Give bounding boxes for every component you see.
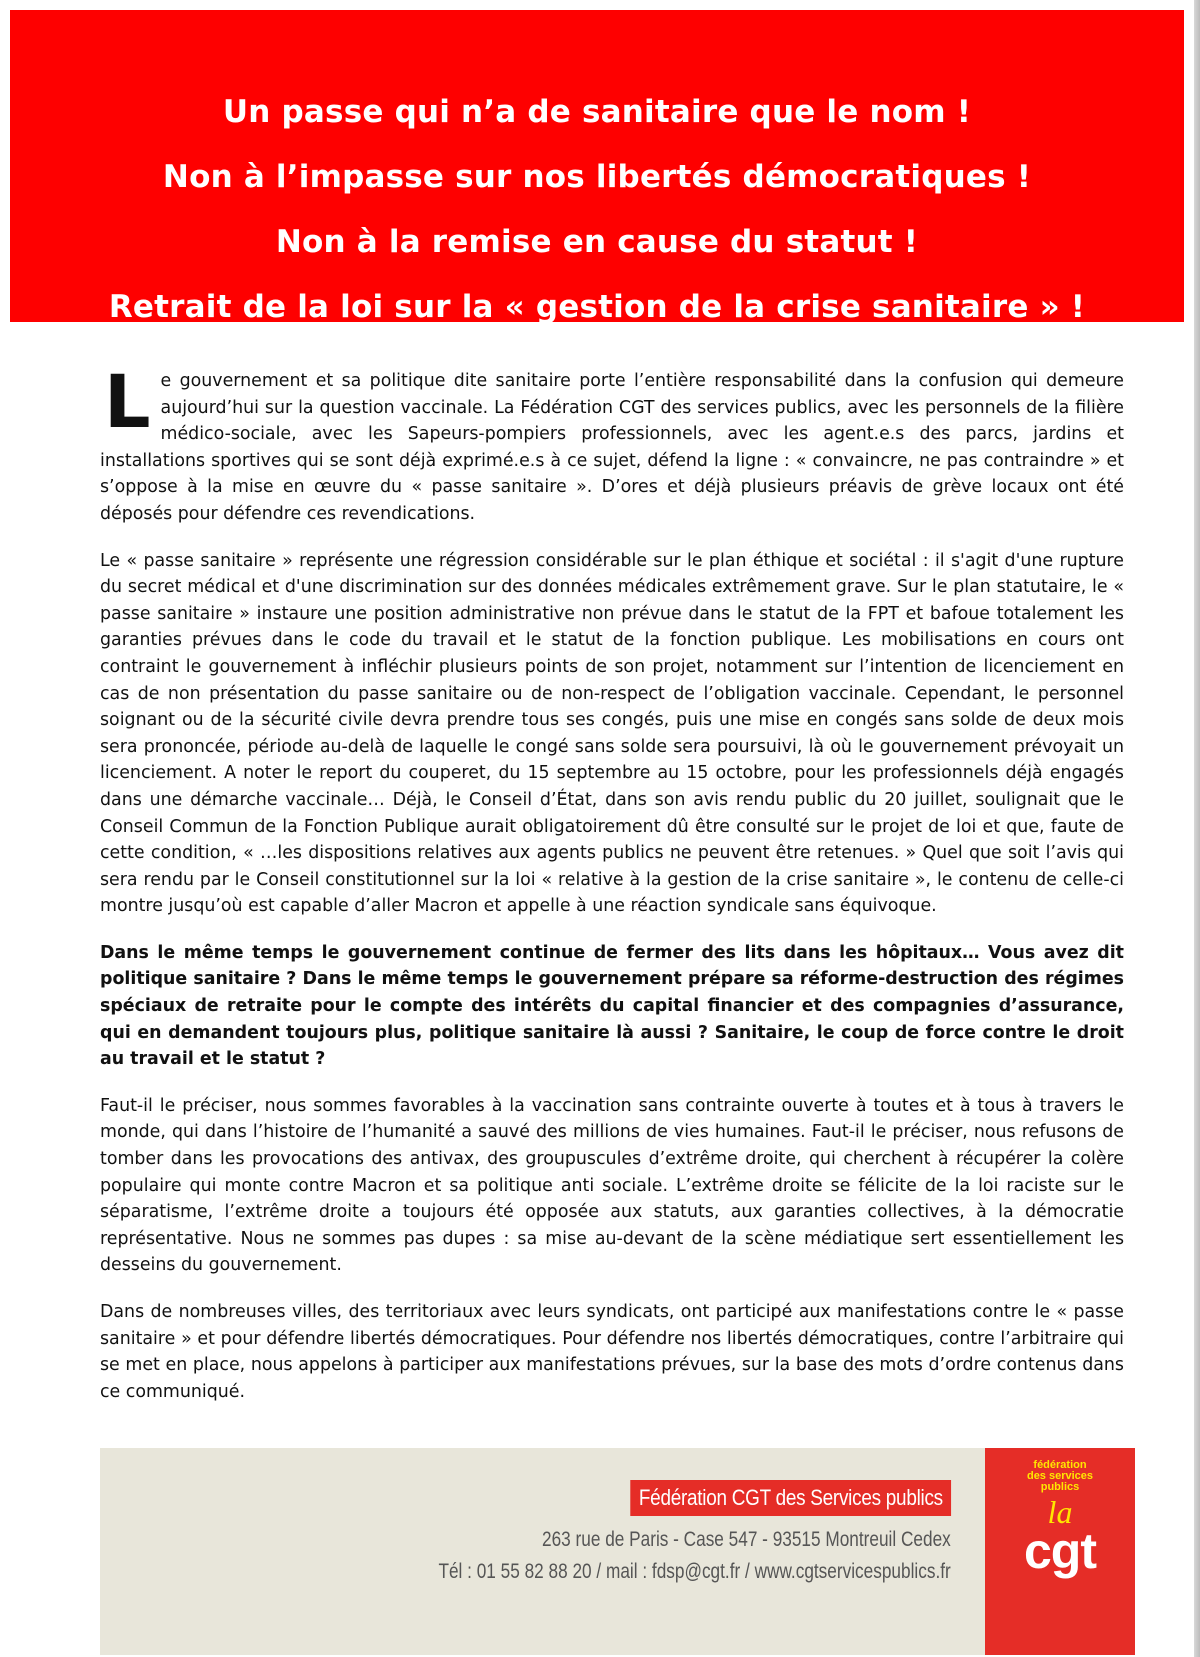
headline-banner	[10, 10, 1184, 325]
paragraph-2: Le « passe sanitaire » représente une régression considérable sur le plan éthique et sociétal : il s'agit d'une rupture du secret médical et d'une discrimination sur des données médicales extrêmement grave. Sur le plan statutaire, le « passe sanitaire » instaure une position administrative non prévue dans le statut de la FPT et bafoue totalement les garanties prévues dans le code du travail et le statut de la fonction publique. Les mobilisations en cours ont contraint le gouvernement à infléchir plusieurs points de son projet, notamment sur l’intention de licenciement en cas de non présentation du passe sanitaire ou de non-respect de l’obligation vaccinale. Cependant, le personnel soignant ou de la sécurité civile devra prendre tous ses congés, puis une mise en congés sans solde de deux mois sera prononcée, période au-delà de laquelle le congé sans solde sera poursuivi, là où le gouvernement prévoyait un licenciement. A noter le report du couperet, du 15 septembre au 15 octobre, pour les professionnels déjà engagés dans une démarche vaccinale… Déjà, le Conseil d’État, dans son avis rendu public du 20 juillet, soulignait que le Conseil Commun de la Fonction Publique aurait obligatoirement dû être consulté sur le projet de loi et que, faute de cette condition, « …les dispositions relatives aux agents publics ne peuvent être retenues. » Quel que soit l’avis qui sera rendu par le Conseil constitutionnel sur la loi « relative à la gestion de la crise sanitaire », le contenu de celle-ci montre jusqu’où est capable d’aller Macron et appelle à une réaction syndicale sans équivoque.	[100, 550, 1124, 917]
footer-block	[100, 1448, 1135, 1655]
logo-federation-text	[985, 1460, 1135, 1493]
paragraph-5: Dans de nombreuses villes, des territoriaux avec leurs syndicats, ont participé aux manifestations contre le « passe sanitaire » et pour défendre libertés démocratiques. Pour défendre nos libertés démocratiques, contre l’arbitraire qui se met en place, nous appelons à participer aux manifestations prévues, sur la base des mots d’ordre contenus dans ce communiqué.	[100, 1302, 1124, 1402]
headline-line-1: Un passe qui n’a de sanitaire que le nom !	[222, 94, 972, 130]
paragraph-4: Faut-il le préciser, nous sommes favorables à la vaccination sans contrainte ouverte à toutes et à tous à travers le monde, qui dans l’histoire de l’humanité a sauvé des millions de vies humaines. Faut-il le préciser, nous refusons de tomber dans les provocations des antivax, des groupuscules d’extrême droite, qui cherchent à récupérer la colère populaire qui monte contre Macron et sa politique anti sociale. L’extrême droite se félicite de la loi raciste sur le séparatisme, l’extrême droite a toujours été opposée aux statuts, aux garanties collectives, à la démocratie représentative. Nous ne sommes pas dupes : sa mise au-devant de la scène médiatique sert essentiellement les desseins du gouvernement.	[100, 1095, 1124, 1276]
headline-line-3: Non à la remise en cause du statut !	[275, 224, 919, 260]
logo-cgt: cgt	[1024, 1523, 1096, 1579]
logo-line-1: fédération	[1033, 1459, 1087, 1471]
logo-line-2: des services	[1026, 1470, 1094, 1482]
article-body	[100, 360, 1124, 1425]
contact-info: Tél : 01 55 82 88 20 / mail : fdsp@cgt.fr / www.cgtservicespublics.fr	[438, 1560, 951, 1583]
headline-line-4: Retrait de la loi sur la « gestion de la crise sanitaire » !	[108, 289, 1086, 325]
page-edge	[1194, 0, 1200, 1657]
headline-line-2: Non à l’impasse sur nos libertés démocratiques !	[162, 159, 1032, 195]
cgt-logo	[985, 1448, 1135, 1655]
paragraph-1-text: e gouvernement et sa politique dite sanitaire porte l’entière responsabilité dans la confusion qui demeure aujourd’hui sur la question vaccinale. La Fédération CGT des services publics, avec les personnels de la filière médico-sociale, avec les Sapeurs-pompiers professionnels, avec les agent.e.s des parcs, jardins et installations sportives qui se sont déjà exprimé.e.s à ce sujet, défend la ligne : « convaincre, ne pas contraindre » et s’oppose à la mise en œuvre du « passe sanitaire ». D’ores et déjà plusieurs préavis de grève locaux ont été déposés pour défendre ces revendications.	[100, 371, 1124, 524]
paragraph-1	[100, 360, 1124, 528]
paragraph-3-bold: Dans le même temps le gouvernement continue de fermer des lits dans les hôpitaux… Vous avez dit politique sanitaire ? Dans le même temps le gouvernement prépare sa réforme-destruction des régimes spéciaux de retraite pour le compte des intérêts du capital financier et des compagnies d’assurance, qui en demandent toujours plus, politique sanitaire là aussi ? Sanitaire, le coup de force contre le droit au travail et le statut ?	[100, 942, 1124, 1070]
drop-cap: L	[104, 360, 151, 445]
organization-name: Fédération CGT des Services publics	[630, 1480, 951, 1516]
logo-line-3: publics	[1040, 1481, 1080, 1493]
footer-contact-block	[326, 1480, 951, 1584]
logo-la: la	[1047, 1494, 1073, 1530]
postal-address: 263 rue de Paris - Case 547 - 93515 Montreuil Cedex	[542, 1528, 951, 1551]
